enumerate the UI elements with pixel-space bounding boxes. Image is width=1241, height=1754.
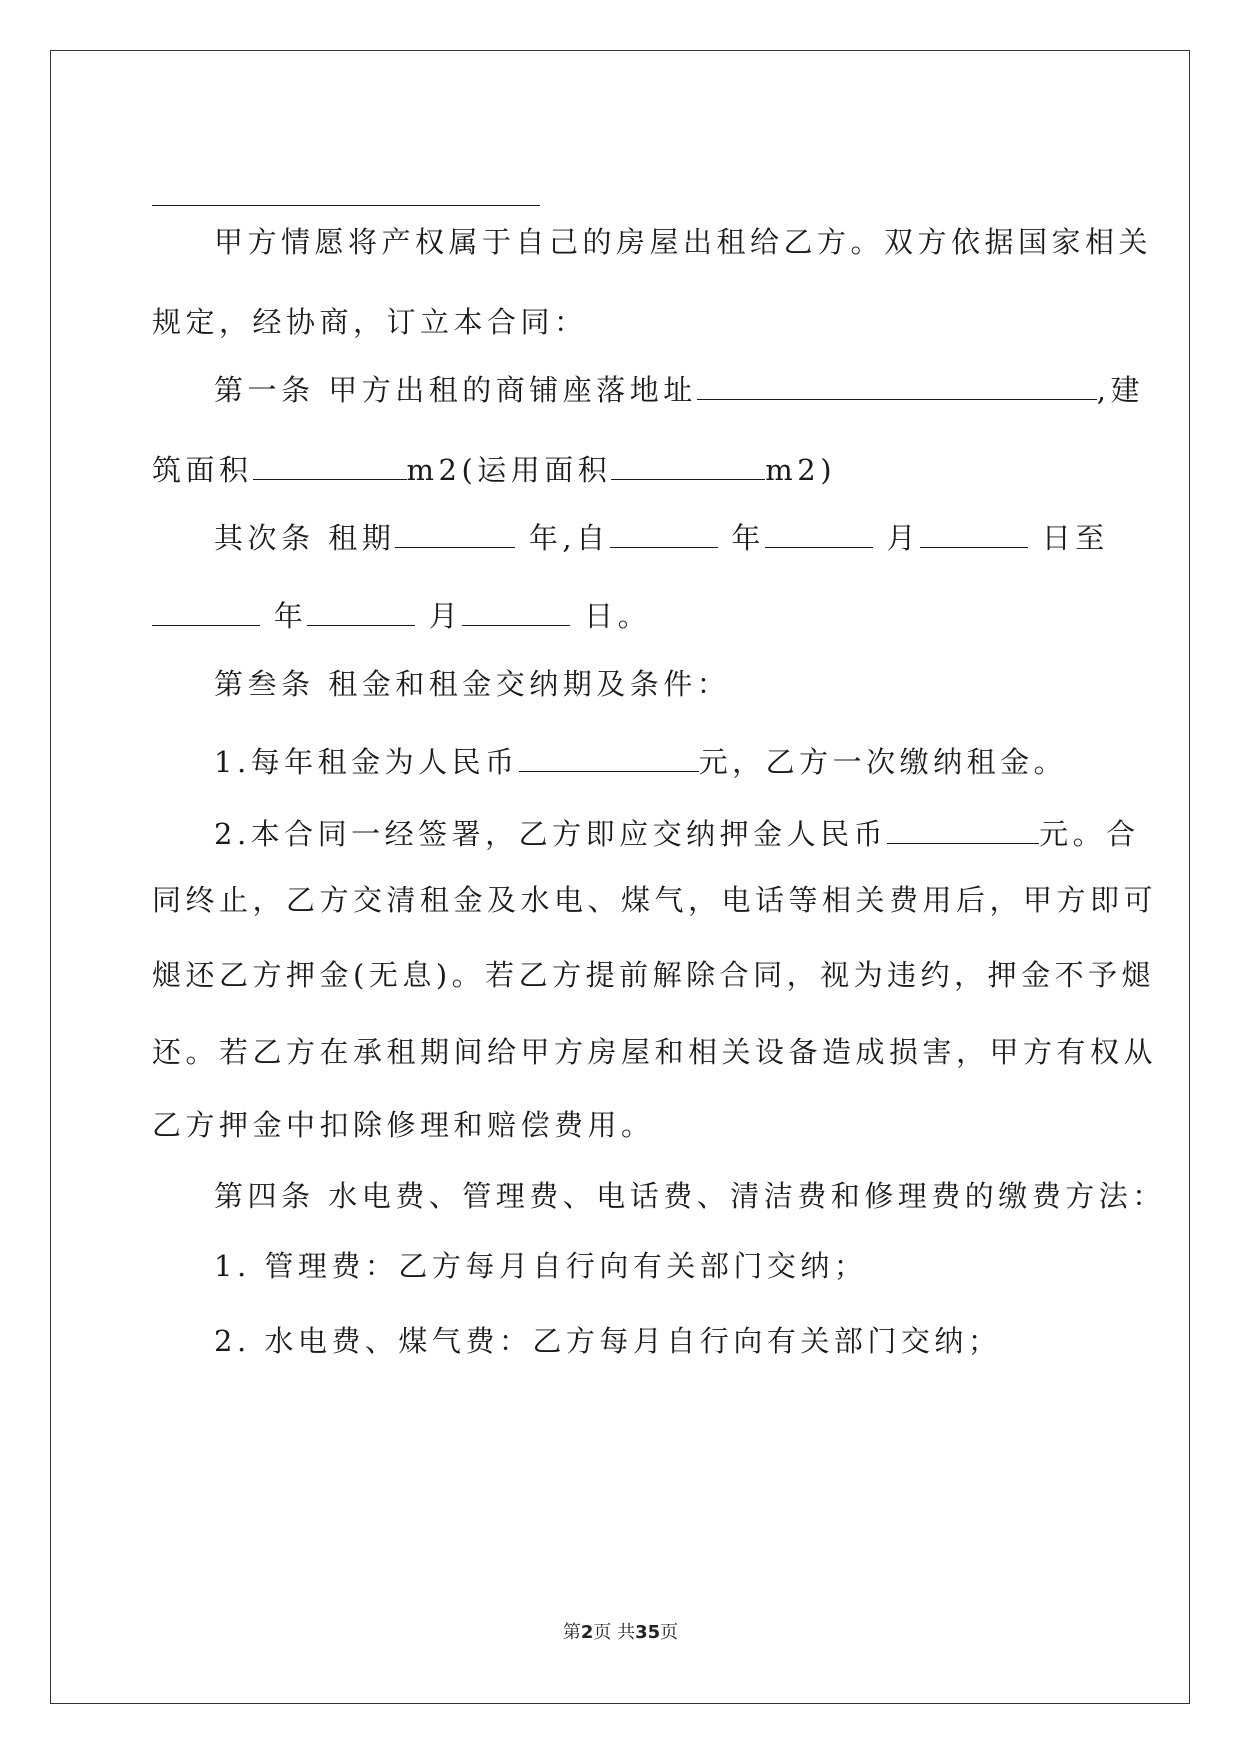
address-blank[interactable] [697,373,1097,400]
article-3-heading: 第叁条 租金和租金交纳期及条件： [214,667,731,701]
article-3-item-2-line-3: 煺还乙方押金(无息)。若乙方提前解除合同，视为违约，押金不予煺 [152,958,1156,992]
top-fill-in-line [152,205,540,206]
article-3-item-1: 1.每年租金为人民币 元，乙方一次缴纳租金。 [214,745,1068,779]
start-year-blank[interactable] [610,521,718,548]
deposit-blank[interactable] [887,817,1039,844]
page-frame [50,50,1190,1704]
preamble-line-2: 规定，经协商，订立本合同： [152,305,588,339]
end-month-blank[interactable] [307,599,415,626]
lease-years-blank[interactable] [395,521,515,548]
end-year-blank[interactable] [152,599,260,626]
article-2-line-2: 年 月 日。 [152,596,651,636]
article-3-item-2-line-2: 同终止，乙方交清租金及水电、煤气，电话等相关费用后，甲方即可 [152,883,1158,917]
start-month-blank[interactable] [765,521,873,548]
article-4-item-2: 2. 水电费、煤气费：乙方每月自行向有关部门交纳； [214,1324,1002,1358]
article-3-item-2-line-1: 2.本合同一经签署，乙方即应交纳押金人民币 元。合 [214,817,1140,851]
total-page-number: 35 [635,1622,661,1643]
annual-rent-blank[interactable] [519,745,699,772]
article-4-item-1: 1. 管理费：乙方每月自行向有关部门交纳； [214,1249,868,1283]
preamble-line-1: 甲方情愿将产权属于自己的房屋出租给乙方。双方依据国家相关 [214,225,1153,259]
article-3-item-2-line-5: 乙方押金中扣除修理和赔偿费用。 [152,1108,655,1142]
end-day-blank[interactable] [462,599,570,626]
article-2-line-1: 其次条 租期 年,自 年 月 日至 [214,521,1109,555]
page-footer: 第2页 共35页 [562,1622,679,1643]
article-3-item-2-line-4: 还。若乙方在承租期间给甲方房屋和相关设备造成损害，甲方有权从 [152,1035,1158,1069]
building-area-blank[interactable] [253,453,407,480]
article-1-line-1: 第一条 甲方出租的商铺座落地址 ,建 [214,373,1144,407]
start-day-blank[interactable] [920,521,1028,548]
article-1-line-2: 筑面积 m2(运用面积 m2) [152,453,837,487]
usable-area-blank[interactable] [611,453,765,480]
article-4-heading: 第四条 水电费、管理费、电话费、清洁费和修理费的缴费方法： [214,1179,1166,1213]
current-page-number: 2 [580,1622,594,1643]
